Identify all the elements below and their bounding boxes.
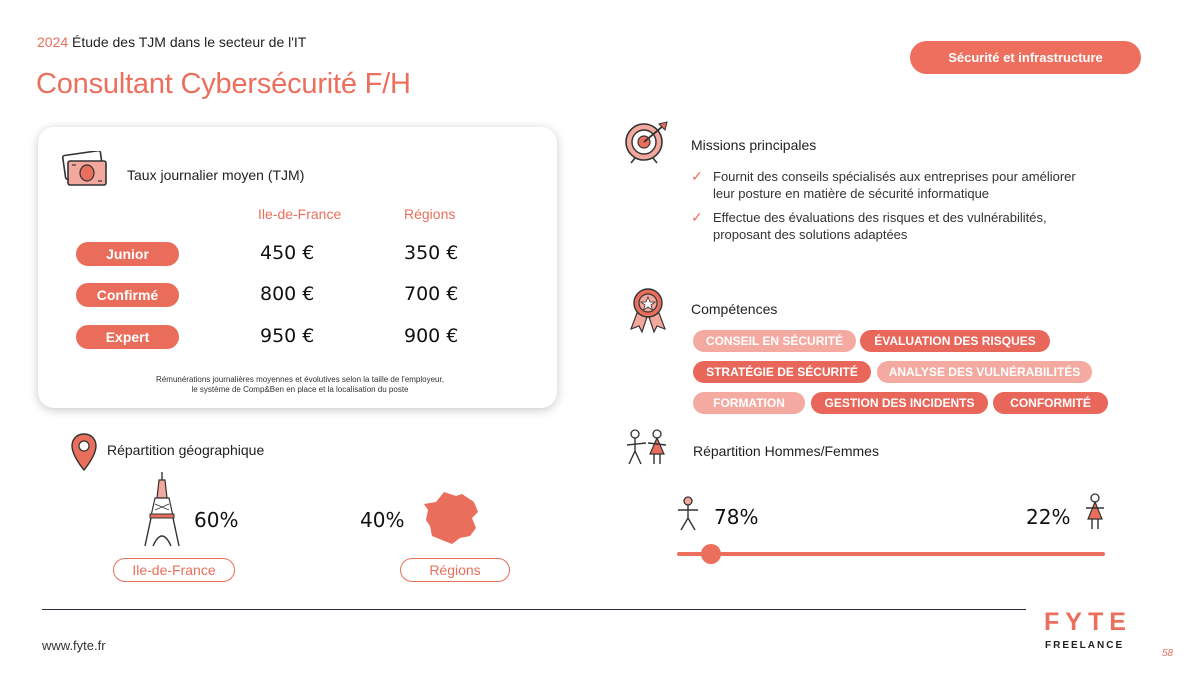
competence-tag: GESTION DES INCIDENTS — [811, 392, 988, 414]
mission-item — [691, 209, 1133, 243]
competence-tag: CONSEIL EN SÉCURITÉ — [693, 330, 856, 352]
tjm-footnote-line: le système de Comp&Ben en place et la localisation du poste — [191, 385, 409, 394]
gender-title: Répartition Hommes/Femmes — [693, 443, 879, 459]
mission-line: Fournit des conseils spécialisés aux entreprises pour améliorer — [713, 169, 1076, 184]
price-idf-junior: 450 € — [260, 242, 315, 264]
price-regions-junior: 350 € — [404, 242, 459, 264]
map-pin-icon — [70, 432, 98, 472]
tjm-title: Taux journalier moyen (TJM) — [127, 167, 305, 183]
footer-divider — [42, 609, 1026, 610]
report-year: 2024 — [37, 34, 69, 50]
column-header-regions: Régions — [404, 206, 456, 222]
price-idf-expert: 950 € — [260, 325, 315, 347]
geo-idf-percent: 60% — [194, 508, 239, 532]
mission-item — [691, 168, 1133, 202]
brand-subtitle: FREELANCE — [1045, 640, 1125, 651]
price-idf-confirme: 800 € — [260, 283, 315, 305]
mission-line: proposant des solutions adaptées — [713, 227, 908, 242]
tjm-footnote — [120, 375, 480, 395]
geo-regions-label: Régions — [400, 558, 510, 582]
award-ribbon-icon — [627, 287, 669, 333]
report-subtitle-text: Étude des TJM dans le secteur de l'IT — [72, 34, 307, 50]
eiffel-tower-icon — [142, 470, 182, 548]
geo-regions-percent: 40% — [360, 508, 405, 532]
column-header-idf: Ile-de-France — [258, 206, 342, 222]
website-url: www.fyte.fr — [42, 638, 106, 653]
check-icon: ✓ — [691, 168, 703, 184]
gender-bar-knob — [701, 544, 721, 564]
gender-men-percent: 78% — [714, 505, 759, 529]
check-icon: ✓ — [691, 209, 703, 225]
competence-tag: FORMATION — [693, 392, 805, 414]
price-regions-expert: 900 € — [404, 325, 459, 347]
page-number: 58 — [1162, 648, 1174, 659]
tjm-footnote-line: Rémunérations journalières moyennes et évolutives selon la taille de l'employeur, — [156, 375, 444, 384]
geo-title: Répartition géographique — [107, 442, 265, 458]
level-badge-junior: Junior — [76, 242, 179, 266]
man-icon — [676, 496, 700, 532]
competence-tag: STRATÉGIE DE SÉCURITÉ — [693, 361, 871, 383]
level-badge-confirme: Confirmé — [76, 283, 179, 307]
france-map-icon — [422, 490, 482, 546]
level-badge-expert: Expert — [76, 325, 179, 349]
woman-icon — [1083, 493, 1107, 531]
missions-title: Missions principales — [691, 137, 817, 153]
geo-idf-label: Ile-de-France — [113, 558, 235, 582]
competence-tag: CONFORMITÉ — [993, 392, 1108, 414]
gender-women-percent: 22% — [1026, 505, 1071, 529]
gender-bar-track — [677, 552, 1105, 556]
category-badge: Sécurité et infrastructure — [910, 41, 1141, 74]
brand-logo: FYTE — [1044, 608, 1132, 636]
target-icon — [623, 120, 669, 164]
competence-tag: ÉVALUATION DES RISQUES — [860, 330, 1050, 352]
competences-title: Compétences — [691, 301, 778, 317]
price-regions-confirme: 700 € — [404, 283, 459, 305]
report-subtitle — [37, 34, 306, 50]
page-title: Consultant Cybersécurité F/H — [36, 68, 411, 100]
mission-line: leur posture en matière de sécurité informatique — [713, 186, 990, 201]
mission-line: Effectue des évaluations des risques et des vulnérabilités, — [713, 210, 1047, 225]
money-icon — [62, 151, 110, 189]
competence-tag: ANALYSE DES VULNÉRABILITÉS — [877, 361, 1092, 383]
couple-icon — [624, 429, 670, 467]
